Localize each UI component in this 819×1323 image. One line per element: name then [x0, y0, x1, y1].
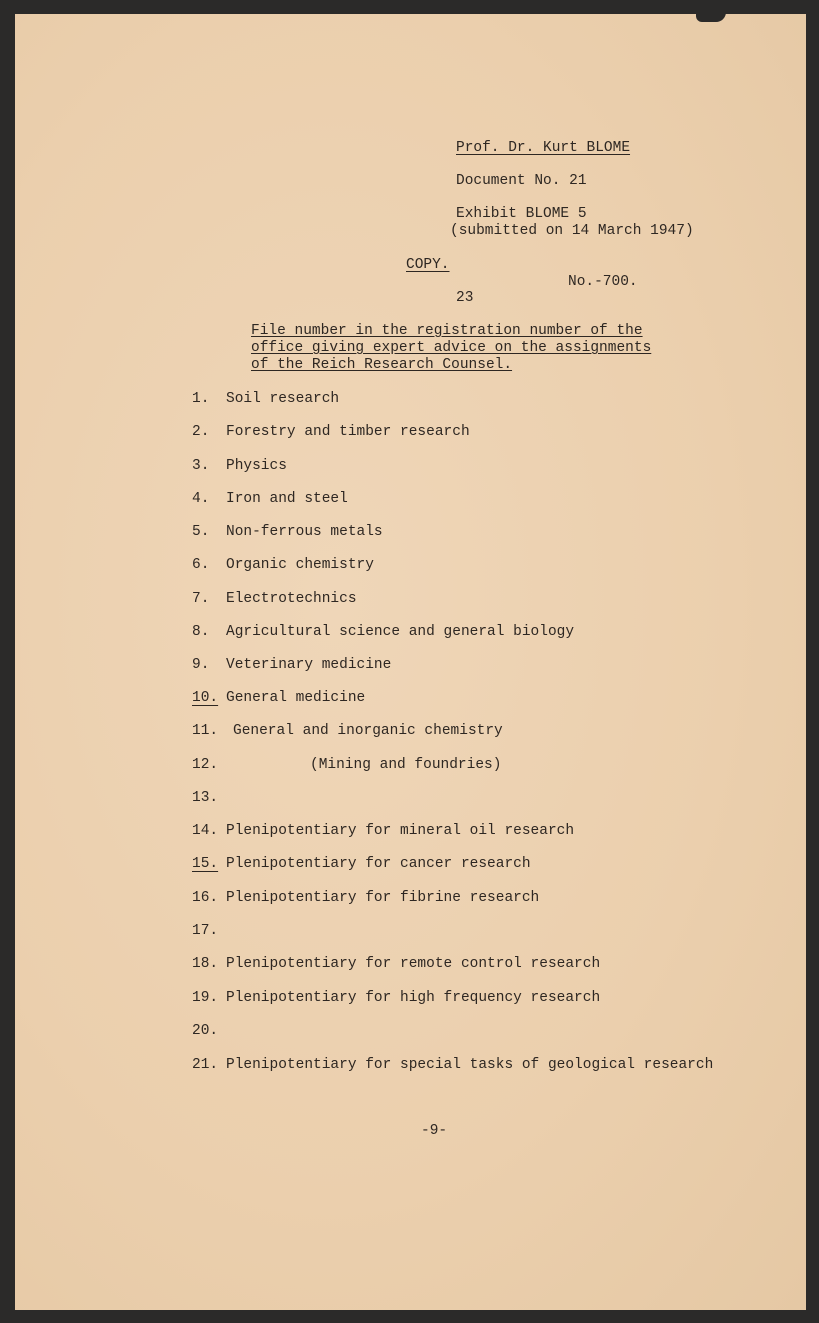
item-number: 9.	[192, 657, 210, 673]
item-text: Soil research	[226, 391, 340, 407]
item-text: General and inorganic chemistry	[233, 723, 503, 739]
item-number: 15.	[192, 856, 219, 872]
list-item	[192, 923, 226, 939]
list-item	[192, 790, 226, 806]
item-text: Organic chemistry	[226, 557, 374, 573]
item-text: (Mining and foundries)	[310, 757, 502, 773]
copy-label: COPY.	[406, 257, 450, 273]
item-text: Iron and steel	[226, 491, 348, 507]
list-item	[192, 757, 501, 773]
item-number: 2.	[192, 424, 210, 440]
list-item	[192, 856, 531, 872]
page-mark: 23	[456, 290, 474, 306]
item-number: 21.	[192, 1057, 219, 1073]
list-item	[192, 990, 600, 1006]
item-text: General medicine	[226, 690, 366, 706]
item-text: Physics	[226, 458, 287, 474]
list-item	[192, 690, 365, 706]
item-number: 13.	[192, 790, 219, 806]
item-number: 18.	[192, 956, 219, 972]
item-number: 16.	[192, 890, 219, 906]
item-text: Non-ferrous metals	[226, 524, 383, 540]
item-number: 3.	[192, 458, 210, 474]
list-item	[192, 491, 348, 507]
reference-number: No.-700.	[568, 274, 638, 290]
list-item	[192, 1057, 713, 1073]
list-item	[192, 591, 357, 607]
page-number: -9-	[421, 1123, 448, 1139]
item-text: Plenipotentiary for special tasks of geological research	[226, 1057, 714, 1073]
torn-corner	[696, 12, 726, 22]
heading-line: office giving expert advice on the assignments	[251, 340, 652, 356]
list-item	[192, 956, 600, 972]
document-number: Document No. 21	[456, 173, 587, 189]
item-text: Veterinary medicine	[226, 657, 392, 673]
item-number: 20.	[192, 1023, 219, 1039]
item-number: 1.	[192, 391, 210, 407]
item-text: Forestry and timber research	[226, 424, 470, 440]
item-number: 6.	[192, 557, 210, 573]
list-item	[192, 391, 339, 407]
item-text: Agricultural science and general biology	[226, 624, 575, 640]
item-number: 4.	[192, 491, 210, 507]
list-item	[192, 723, 503, 739]
item-number: 7.	[192, 591, 210, 607]
list-item	[192, 424, 470, 440]
item-number: 11.	[192, 723, 219, 739]
list-item	[192, 524, 383, 540]
list-item	[192, 657, 391, 673]
list-item	[192, 823, 574, 839]
list-item	[192, 557, 374, 573]
heading-line: of the Reich Research Counsel.	[251, 357, 513, 373]
item-number: 12.	[192, 757, 219, 773]
item-number: 17.	[192, 923, 219, 939]
item-number: 10.	[192, 690, 219, 706]
heading-line: File number in the registration number of the	[251, 323, 643, 339]
author-line: Prof. Dr. Kurt BLOME	[456, 140, 631, 156]
item-number: 14.	[192, 823, 219, 839]
list-heading	[251, 323, 651, 374]
item-number: 8.	[192, 624, 210, 640]
list-item	[192, 624, 574, 640]
list-item	[192, 1023, 226, 1039]
document-page	[15, 14, 806, 1310]
list-item	[192, 890, 539, 906]
list-item	[192, 458, 287, 474]
exhibit-label: Exhibit BLOME 5	[456, 206, 587, 222]
item-number: 19.	[192, 990, 219, 1006]
item-text: Plenipotentiary for high frequency research	[226, 990, 601, 1006]
item-text: Plenipotentiary for mineral oil research	[226, 823, 575, 839]
item-text: Electrotechnics	[226, 591, 357, 607]
item-text: Plenipotentiary for cancer research	[226, 856, 531, 872]
item-text: Plenipotentiary for fibrine research	[226, 890, 540, 906]
submitted-date: (submitted on 14 March 1947)	[450, 223, 694, 239]
item-number: 5.	[192, 524, 210, 540]
item-text: Plenipotentiary for remote control research	[226, 956, 601, 972]
